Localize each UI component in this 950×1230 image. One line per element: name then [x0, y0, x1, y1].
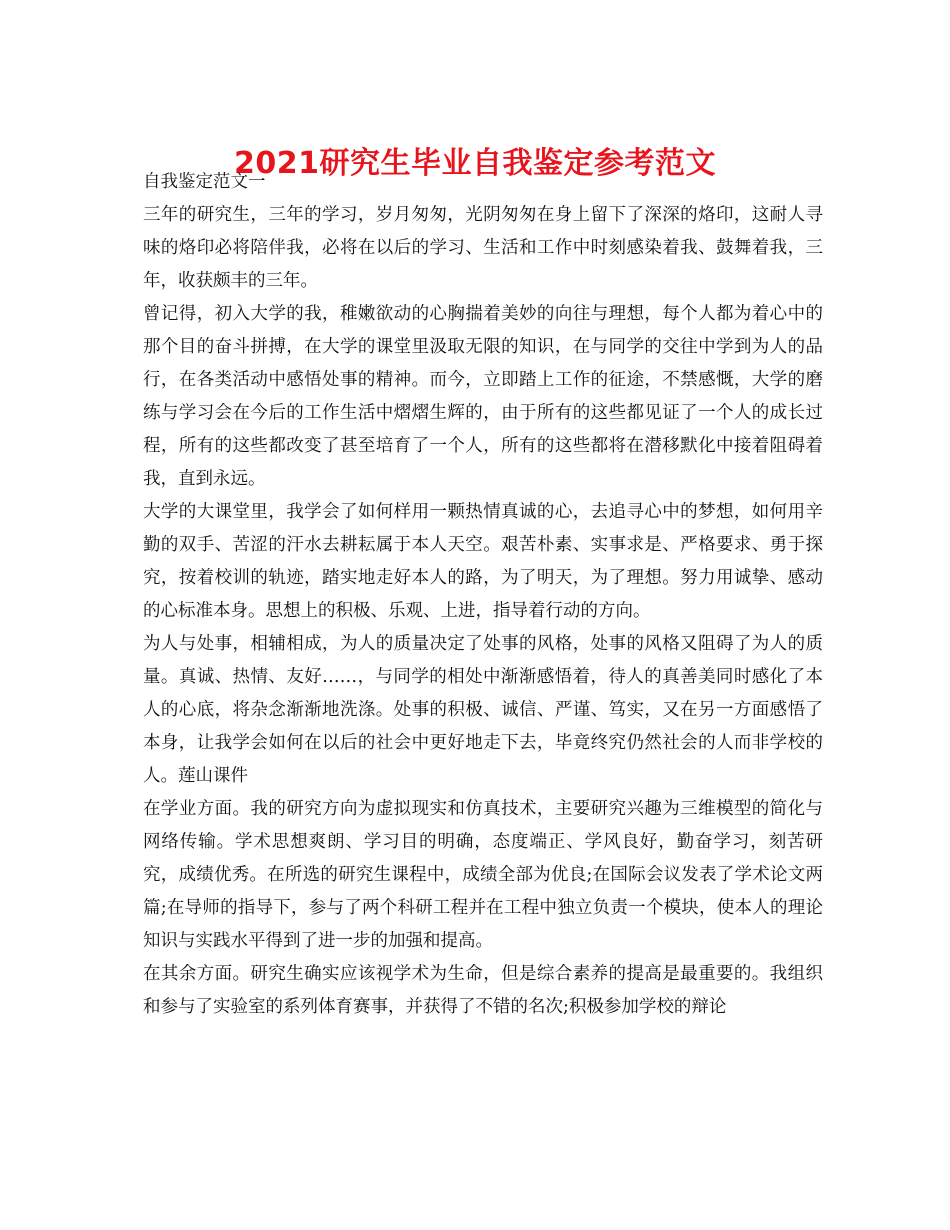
paragraph: 在其余方面。研究生确实应该视学术为生命，但是综合素养的提高是最重要的。我组织和参与了实验室的系列体育赛事，并获得了不错的名次;积极参加学校的辩论 [143, 964, 823, 1017]
document-title: 2021研究生毕业自我鉴定参考范文 [234, 146, 716, 182]
paragraph: 在学业方面。我的研究方向为虚拟现实和仿真技术，主要研究兴趣为三维模型的简化与网络传输。学术思想爽朗、学习目的明确，态度端正、学风良好，勤奋学习，刻苦研究，成绩优秀。在所选的研究生课程中，成绩全部为优良;在国际会议发表了学术论文两篇;在导师的指导下，参与了两个科研工程并在工程中独立负责一个模块，使本人的理论知识与实践水平得到了进一步的加强和提高。 [143, 799, 823, 951]
document-body [143, 166, 823, 1024]
paragraph: 大学的大课堂里，我学会了如何样用一颗热情真诚的心，去追寻心中的梦想，如何用辛勤的双手、苦涩的汗水去耕耘属于本人天空。艰苦朴素、实事求是、严格要求、勇于探究，按着校训的轨迹，踏实地走好本人的路，为了明天，为了理想。努力用诚挚、感动的心标准本身。思想上的积极、乐观、上进，指导着行动的方向。 [143, 502, 823, 621]
section-heading: 自我鉴定范文一 [143, 172, 266, 192]
paragraph: 为人与处事，相辅相成，为人的质量决定了处事的风格，处事的风格又阻碍了为人的质量。真诚、热情、友好……，与同学的相处中渐渐感悟着，待人的真善美同时感化了本人的心底，将杂念渐渐地洗涤。处事的积极、诚信、严谨、笃实，又在另一方面感悟了本身，让我学会如何在以后的社会中更好地走下去，毕竟终究仍然社会的人而非学校的人。莲山课件 [143, 634, 823, 786]
paragraph: 三年的研究生，三年的学习，岁月匆匆，光阴匆匆在身上留下了深深的烙印，这耐人寻味的烙印必将陪伴我，必将在以后的学习、生活和工作中时刻感染着我、鼓舞着我，三年，收获颇丰的三年。 [143, 205, 823, 291]
paragraph: 曾记得，初入大学的我，稚嫩欲动的心胸揣着美妙的向往与理想，每个人都为着心中的那个目的奋斗拼搏，在大学的课堂里汲取无限的知识，在与同学的交往中学到为人的品行，在各类活动中感悟处事的精神。而今，立即踏上工作的征途，不禁感慨，大学的磨练与学习会在今后的工作生活中熠熠生辉的，由于所有的这些都见证了一个人的成长过程，所有的这些都改变了甚至培育了一个人，所有的这些都将在潜移默化中接着阻碍着我，直到永远。 [143, 304, 823, 489]
